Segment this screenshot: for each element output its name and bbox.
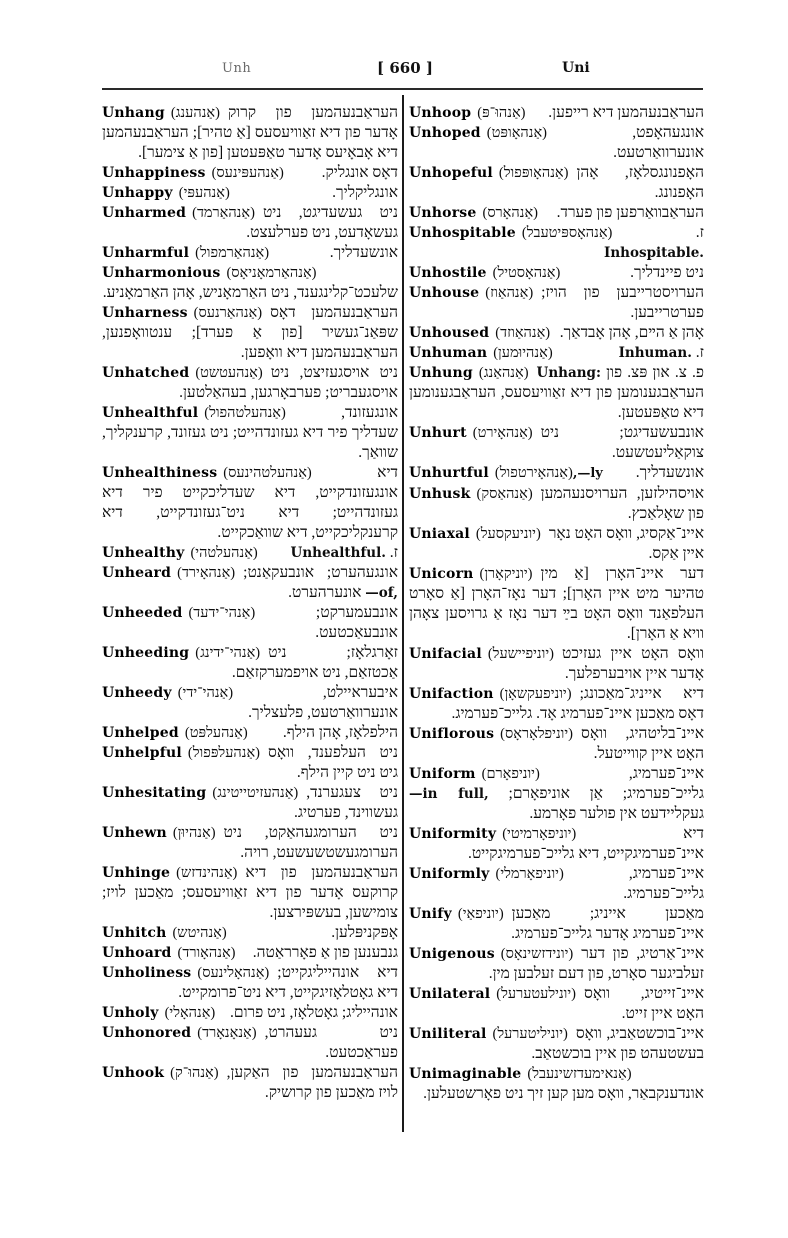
dictionary-entry [102, 243, 398, 263]
entry-pronunciation: (אַנהאָופּט) [486, 125, 547, 141]
entry-pronunciation: (יוניפלאָראָס) [500, 726, 574, 742]
entry-cross-reference: —in full, [409, 786, 489, 802]
entry-head [102, 643, 260, 663]
entry-head [102, 463, 312, 483]
entry-headword: Unheedy [102, 685, 172, 701]
dictionary-entry [102, 603, 398, 643]
entry-pronunciation: (אַנהאָרס) [482, 205, 538, 221]
entry-head [409, 684, 572, 704]
entry-head [102, 603, 255, 623]
entry-pronunciation: (אַנהאַרמד) [192, 205, 255, 221]
entry-pronunciation: (אַנהאָסטיל) [492, 265, 561, 281]
dictionary-entry [102, 963, 398, 1003]
entry-definition: אונדענקבאַר, וואָס מען קען זיך ניט פאָרשטעלען. [423, 1085, 704, 1102]
entry-head [102, 1023, 257, 1043]
entry-pronunciation: (אַנהעפּינעס) [211, 165, 284, 181]
column-divider [402, 95, 404, 1132]
entry-definition: אונגעהערט; אונבעקאַנט; [243, 564, 398, 581]
entry-pronunciation: (אַנהאָלינעס) [197, 965, 270, 981]
entry-headword: Unhonored [102, 1025, 192, 1041]
entry-pronunciation: (אַנהאַוז) [485, 285, 534, 301]
running-head-right: Uni [562, 60, 590, 76]
entry-headword: Unhoop [409, 105, 472, 121]
entry-definition: איינ־זייטיג, וואָס האָט איין זייט. [584, 985, 704, 1022]
entry-definition: ז. [695, 224, 704, 241]
entry-head [409, 904, 504, 924]
dictionary-entry [409, 223, 704, 263]
dictionary-entry [102, 863, 398, 923]
entry-headword: Uniflorous [409, 726, 495, 742]
entry-pronunciation: (אַנהאָורד) [177, 945, 236, 961]
entry-headword: Unhewn [102, 825, 167, 841]
entry-head [409, 423, 533, 443]
entry-head [102, 923, 227, 943]
entry-head [409, 223, 612, 243]
entry-headword: Unheeding [102, 645, 190, 661]
entry-definition: אונבעמערקט; אונבעאַכטעט. [315, 604, 398, 641]
entry-headword: Unifaction [409, 686, 494, 702]
dictionary-entry [409, 363, 704, 423]
dictionary-entry [409, 944, 704, 984]
entry-definition: אונגעהאָפט, אונערוואַרטעט. [613, 124, 704, 161]
entry-head [409, 263, 560, 283]
entry-headword: Unilateral [409, 986, 491, 1002]
entry-headword: Unhappy [102, 185, 173, 201]
entry-pronunciation: (אַנהאָלי) [164, 1005, 216, 1021]
entry-definition: אונהייליג; גאָטלאָז, ניט פרום. [230, 1004, 398, 1021]
entry-definition: דער איינ־האָרן [אַ מין טהיער מיט איין האָרן]; דער נאָז־האָרן [אַ סאָרט העלפאַנד וואָס האָט בײַ דער נאָז אַ גרויסען צאָהן וויא אַ האָרן]. [409, 565, 704, 642]
entry-head [409, 123, 547, 143]
entry-pronunciation: (אַנהעלפּפול) [187, 745, 260, 761]
entry-headword: Unhealthful [102, 405, 199, 421]
entry-head [102, 863, 237, 883]
entry-head [409, 203, 538, 223]
entry-pronunciation: (אַנהעלפּט) [184, 725, 248, 741]
entry-definition: ניט העלפענד, וואָס גיט ניט קיין הילף. [268, 744, 398, 781]
entry-head [102, 783, 298, 803]
entry-head [409, 984, 576, 1004]
entry-pronunciation: (אַנהוּ־ק) [170, 1065, 219, 1081]
entry-headword: Unheeded [102, 605, 183, 621]
entry-head [102, 183, 230, 203]
entry-headword: Unhostile [409, 265, 487, 281]
dictionary-entry [409, 484, 704, 524]
entry-pronunciation: (אַנהאָופּפול) [498, 165, 569, 181]
entry-definition: שלעכט־קלינגענד, ניט האַרמאָניש, אָהן האַרמאָניע. [102, 284, 398, 301]
entry-head [102, 683, 233, 703]
entry-definition: איינ־בוכשטאַביג, וואָס בעשטעהט פון איין בוכשטאַב. [531, 1025, 704, 1062]
entry-head [102, 1003, 215, 1023]
entry-definition: העראַבנעהמען פון קרוק אָדער פון דיא זאַוויעסעס [אַ טהיר]; העראַבנעהמען דיא אָבאָיעס אָדער טאַפּעטען [פון אַ צימער]. [102, 104, 398, 161]
entry-cross-reference: Unhang: [536, 365, 601, 381]
entry-pronunciation: (יוניקאָרן) [479, 566, 533, 582]
entry-headword: Unhuman [409, 345, 488, 361]
dictionary-entry [409, 323, 704, 343]
entry-headword: Unigenous [409, 946, 495, 962]
entry-headword: Unicorn [409, 566, 474, 582]
entry-head [102, 543, 258, 563]
dictionary-entry [102, 643, 398, 683]
entry-head [409, 343, 553, 363]
entry-definition: ניט געעהרט, פעראַכטעט. [264, 1024, 398, 1061]
entry-headword: Unhouse [409, 285, 480, 301]
entry-head [102, 823, 216, 843]
entry-definition: זאָרגלאָז; ניט אַכטזאַם, ניט אויפמערקזאַם. [231, 644, 398, 681]
dictionary-entry [102, 723, 398, 743]
entry-definition-continued: אונערהערט. [288, 584, 362, 601]
dictionary-entry [409, 644, 704, 684]
entry-pronunciation: (אַנהאָספּיטעבל) [521, 225, 613, 241]
dictionary-entry [102, 563, 398, 603]
entry-pronunciation: (יוניפיישעל) [487, 646, 554, 662]
dictionary-entry [102, 463, 398, 543]
left-column [102, 103, 398, 1103]
entry-definition: אונשעדליך. [329, 244, 398, 261]
dictionary-entry [102, 1063, 398, 1103]
dictionary-entry [409, 984, 704, 1024]
entry-headword: Unhitch [102, 925, 167, 941]
entry-head [102, 103, 220, 123]
entry-head [409, 524, 541, 544]
entry-headword: Uniform [409, 766, 476, 782]
entry-head [409, 1024, 568, 1044]
entry-headword: Unhoped [409, 125, 481, 141]
entry-pronunciation: (יוניעקסעל) [475, 526, 541, 542]
entry-headword: Uniformity [409, 826, 497, 842]
dictionary-entry [409, 343, 704, 363]
dictionary-entry [409, 864, 704, 904]
entry-headword: Unhelpful [102, 745, 182, 761]
entry-definition: ז. [695, 344, 704, 361]
entry-headword: Unhurtful [409, 465, 489, 481]
entry-definition-continued: געקליידעט אין פולער פאָרמע. [529, 805, 704, 822]
entry-head [409, 484, 533, 504]
entry-pronunciation: (יוניפאָרמיטי) [502, 826, 577, 842]
entry-headword: Unhusk [409, 486, 471, 502]
entry-definition: אונשעדליך. [635, 464, 704, 481]
entry-head [102, 723, 248, 743]
entry-headword: Unhospitable [409, 225, 516, 241]
entry-headword: Unhung [409, 365, 473, 381]
entry-headword: Unhinge [102, 865, 171, 881]
entry-head [409, 163, 568, 183]
entry-headword: Unharmful [102, 245, 190, 261]
entry-headword: Uniliteral [409, 1026, 487, 1042]
entry-definition: הילפלאָז, אָהן הילף. [282, 724, 398, 741]
entry-headword: Unharmed [102, 205, 187, 221]
entry-head [102, 303, 262, 323]
entry-pronunciation: (אַנהי־ידי) [177, 685, 234, 701]
right-column [409, 103, 704, 1104]
entry-cross-reference: Inhospitable. [604, 245, 704, 261]
dictionary-entry [409, 724, 704, 764]
dictionary-entry [102, 823, 398, 863]
entry-headword: Unholiness [102, 965, 192, 981]
entry-headword: Unhoard [102, 945, 172, 961]
dictionary-entry [409, 203, 704, 223]
entry-head [409, 363, 529, 383]
dictionary-entry [102, 683, 398, 723]
entry-definition: הערויסטרייבען פון הויז; פערטרייבען. [541, 284, 704, 321]
entry-pronunciation: (אַנהעזיטייטינג) [212, 785, 299, 801]
entry-pronunciation: (אַנאימעדזשינעבל) [527, 1066, 632, 1082]
dictionary-entry [409, 1024, 704, 1064]
entry-pronunciation: (אַנהעלטהי) [190, 545, 258, 561]
entry-head [409, 463, 603, 484]
entry-headword: Unhoused [409, 325, 490, 341]
entry-definition: דיא אונהייליגקייט; דיא גאָטלאָזיגקייט, דיא ניט־פרומקייט. [178, 964, 398, 1001]
entry-headword: Unhappiness [102, 165, 206, 181]
entry-head [409, 764, 540, 784]
entry-definition: דאָס אונגליק. [321, 164, 398, 181]
entry-pronunciation: (אַנהי־ידעד) [188, 605, 256, 621]
entry-definition: גנבענען פון אַ פאָרראַטה. [252, 944, 398, 961]
entry-definition: ניט געשעדיגט, ניט געשאָדעט, ניט פערלעצט. [246, 204, 398, 241]
entry-pronunciation: (אַנהאַרמאָניאָס) [226, 265, 317, 281]
entry-suffix: ,—ly [572, 466, 603, 481]
entry-headword: Unholy [102, 1005, 159, 1021]
entry-head [102, 243, 269, 263]
entry-head [102, 263, 316, 283]
running-head-left: Unh [222, 61, 252, 76]
entry-pronunciation: (אַנהעלטהפול) [204, 405, 286, 421]
entry-pronunciation: (אַנהעלטהינעס) [223, 465, 312, 481]
entry-definition: ז. [389, 544, 398, 561]
dictionary-entry [409, 423, 704, 463]
entry-definition: איבעראיילט, אונערוואַרטעט, פלעצליך. [248, 684, 398, 721]
dictionary-entry [102, 543, 398, 563]
entry-definition: איינ־אַקסיג, וואָס האָט נאָר איין אַקס. [548, 525, 704, 562]
entry-head [102, 563, 235, 583]
entry-definition: אונגעזונד, שעדליך פיר דיא געזונדהייט; ניט געזונד, קרענקליך, שוואַך. [102, 404, 398, 461]
entry-pronunciation: (אַנהענג) [170, 105, 220, 121]
dictionary-entry [409, 904, 704, 944]
dictionary-entry [409, 1064, 704, 1104]
entry-pronunciation: (אַנהאַסק) [476, 486, 533, 502]
entry-head [102, 1063, 219, 1083]
dictionary-entry [102, 183, 398, 203]
entry-definition-continued: העראַבגענומען פון דיא זאַוויעסעס, העראַבגענומען דיא טאַפּעטען. [409, 384, 704, 421]
entry-pronunciation: (אַנהאַרנעס) [193, 305, 263, 321]
entry-headword: Unimaginable [409, 1066, 522, 1082]
entry-headword: Unhurt [409, 425, 467, 441]
entry-definition: פ. צ. און פּצ. פון [606, 364, 704, 381]
dictionary-entry [102, 743, 398, 783]
dictionary-entry [102, 263, 398, 303]
entry-definition: אויסהילזען, הערויסנעהמען פון שאָלאַכץ. [540, 485, 704, 522]
entry-head [409, 283, 533, 303]
entry-head [409, 1064, 632, 1084]
dictionary-entry [409, 103, 704, 123]
entry-headword: Unharness [102, 305, 188, 321]
entry-pronunciation: (אַנהינדזש) [176, 865, 238, 881]
entry-head [409, 724, 573, 744]
entry-pronunciation: (יוניליטערעל) [492, 1026, 568, 1042]
entry-pronunciation: (יוניפעקשאָן) [499, 686, 572, 702]
dictionary-entry [409, 263, 704, 283]
entry-definition: איינ־פערמיג, גלייכ־פערמיג. [623, 865, 704, 902]
entry-head [409, 824, 576, 844]
entry-pronunciation: (אַנהאָירט) [472, 425, 533, 441]
dictionary-entry [409, 524, 704, 564]
entry-headword: Unheard [102, 565, 172, 581]
entry-definition: איינ־בליטהיג, וואָס האָט איין קווייטעל. [581, 725, 704, 762]
entry-definition: אונגליקליך. [332, 184, 398, 201]
dictionary-entry [409, 283, 704, 323]
entry-head [409, 323, 550, 343]
entry-pronunciation: (אַנהעפּי) [178, 185, 230, 201]
dictionary-entry [409, 463, 704, 484]
entry-head [102, 363, 263, 383]
entry-definition: מאַכען אייניג; מאַכען איינ־פערמיג אָדער גלייכ־פערמיג. [511, 905, 704, 942]
entry-head [409, 864, 564, 884]
dictionary-entry [409, 564, 704, 644]
dictionary-entry [409, 123, 704, 163]
entry-headword: Uniaxal [409, 526, 470, 542]
entry-head [409, 944, 573, 964]
entry-headword: Unhesitating [102, 785, 207, 801]
dictionary-entry [102, 1023, 398, 1063]
entry-definition: אָהן אַ הײם, אָהן אָבדאַך. [559, 324, 704, 341]
entry-pronunciation: (אַנהאָירד) [177, 565, 236, 581]
entry-headword: Unharmonious [102, 265, 221, 281]
entry-headword: Unifacial [409, 646, 482, 662]
dictionary-entry [409, 684, 704, 724]
entry-pronunciation: (אַנהאַנג) [478, 365, 529, 381]
entry-pronunciation: (אַנהאַוזד) [495, 325, 551, 341]
dictionary-entry [102, 203, 398, 243]
entry-head [102, 163, 284, 183]
dictionary-entry [102, 783, 398, 823]
entry-cross-reference: Unhealthful. [290, 545, 386, 561]
entry-headword: Unhook [102, 1065, 165, 1081]
entry-pronunciation: (יונילעטערעל) [496, 986, 576, 1002]
dictionary-entry [102, 1003, 398, 1023]
entry-pronunciation: (יוניפאָרמלי) [495, 866, 564, 882]
entry-head [102, 943, 235, 963]
entry-definition: איינ־אַרטיג, פון דער זעלביגער סאָרט, פון דעם זעלבען מין. [488, 945, 704, 982]
entry-head [409, 644, 554, 664]
dictionary-entry [102, 103, 398, 163]
entry-headword: Unhorse [409, 205, 477, 221]
entry-definition: העראַבוואַרפען פון פערד. [556, 204, 704, 221]
entry-pronunciation: (אַנהיוּמען) [493, 345, 553, 361]
entry-definition: העראַבנעהמען דאָס שפּאַנ־געשיר [פון אַ פערד]; ענטוואָפנען, העראַבנעהמען דיא וואָפען. [102, 304, 398, 361]
entry-pronunciation: (אַנהעטשט) [195, 365, 263, 381]
entry-head [102, 963, 269, 983]
entry-definition: אונבעשעדיגט; ניט צוקאַליעטשעט. [540, 424, 704, 461]
entry-pronunciation: (יונידזשינאָס) [500, 946, 574, 962]
entry-pronunciation: (אַנהיוּן) [172, 825, 216, 841]
page-number: [ 660 ] [377, 59, 433, 77]
header-rule [102, 88, 703, 90]
entry-headword: Unhang [102, 105, 165, 121]
entry-headword: Unhopeful [409, 165, 493, 181]
entry-pronunciation: (אַנהאָירטפול) [494, 465, 573, 481]
entry-headword: Unhatched [102, 365, 190, 381]
entry-head [102, 203, 255, 223]
entry-pronunciation: (אַנאָנאָרד) [197, 1025, 257, 1041]
dictionary-entry [102, 363, 398, 403]
dictionary-entry [409, 163, 704, 203]
dictionary-entry [409, 764, 704, 824]
entry-pronunciation: (אַנהאַרמפול) [195, 245, 270, 261]
entry-pronunciation: (יוניפאָרם) [481, 766, 540, 782]
entry-definition: דיא אונגעזונדקייט, דיא שעדליכקייט פיר דיא געזונדהייט; דיא ניט־געזונדקייט, דיא קרענקליכקייט, דיא שוואַכקייט. [102, 464, 398, 541]
entry-definition: דיא איינ־פערמיגקייט, דיא גלייכ־פערמיגקייט. [467, 825, 704, 862]
dictionary-entry [102, 923, 398, 943]
entry-headword: Unhealthy [102, 545, 185, 561]
dictionary-entry [102, 163, 398, 183]
entry-definition: ניט צעגערנד, געשווינד, פערטיג. [293, 784, 398, 821]
dictionary-entry [102, 303, 398, 363]
entry-head [102, 743, 260, 763]
dictionary-entry [102, 403, 398, 463]
dictionary-entry [102, 943, 398, 963]
entry-head [409, 103, 526, 123]
entry-cross-reference: —of, [365, 585, 398, 601]
entry-definition: העראַבנעהמען פון האַקען, לויז מאַכען פון קרושיק. [226, 1064, 398, 1101]
entry-headword: Uniformly [409, 866, 490, 882]
entry-head [409, 564, 533, 584]
entry-head [102, 403, 286, 423]
entry-definition: העראַבנעהמען פון דיא קרוקעס אָדער פון דיא זאַוויעסעס; מאַכען לויז; צומישען, בעשפּירצען. [102, 864, 398, 921]
entry-definition: העראַבנעהמען דיא רייפען. [548, 104, 704, 121]
entry-definition: וואָס האָט איין געזיכט אָדער איין אויבערפלעך. [562, 645, 704, 682]
entry-pronunciation: (אַנהיטש) [172, 925, 227, 941]
entry-definition: ניט הערומגעהאַקט, ניט הערומגעשטשעשעט, רויה. [223, 824, 398, 861]
entry-cross-reference: Inhuman. [618, 345, 692, 361]
entry-pronunciation: (יוניפאַי) [457, 906, 504, 922]
entry-headword: Unify [409, 906, 452, 922]
dictionary-entry [409, 824, 704, 864]
entry-definition: דיא אייניג־מאַכונג; דאָס מאַכען איינ־פערמיג אָד. גלייכ־פערמיג. [451, 685, 704, 722]
entry-definition: ניט אויסגעזיצט, ניט אויסגעבריט; פערבאָרגען, בעהאַלטען. [179, 364, 398, 401]
entry-definition: ניט פיינדליך. [630, 264, 704, 281]
entry-definition: אָפּקניפּלען. [331, 924, 398, 941]
entry-headword: Unhealthiness [102, 465, 218, 481]
entry-headword: Unhelped [102, 725, 179, 741]
entry-pronunciation: (אַנהוּ־פּ) [477, 105, 526, 121]
entry-definition: איינ־פערמיג, גלייכ־פערמיג; אַן אוניפאָרם; [508, 765, 704, 802]
entry-pronunciation: (אַנהי־ידינג) [195, 645, 261, 661]
entry-definition: האָפנונגסלאָז, אָהן האָפנונג. [576, 164, 704, 201]
